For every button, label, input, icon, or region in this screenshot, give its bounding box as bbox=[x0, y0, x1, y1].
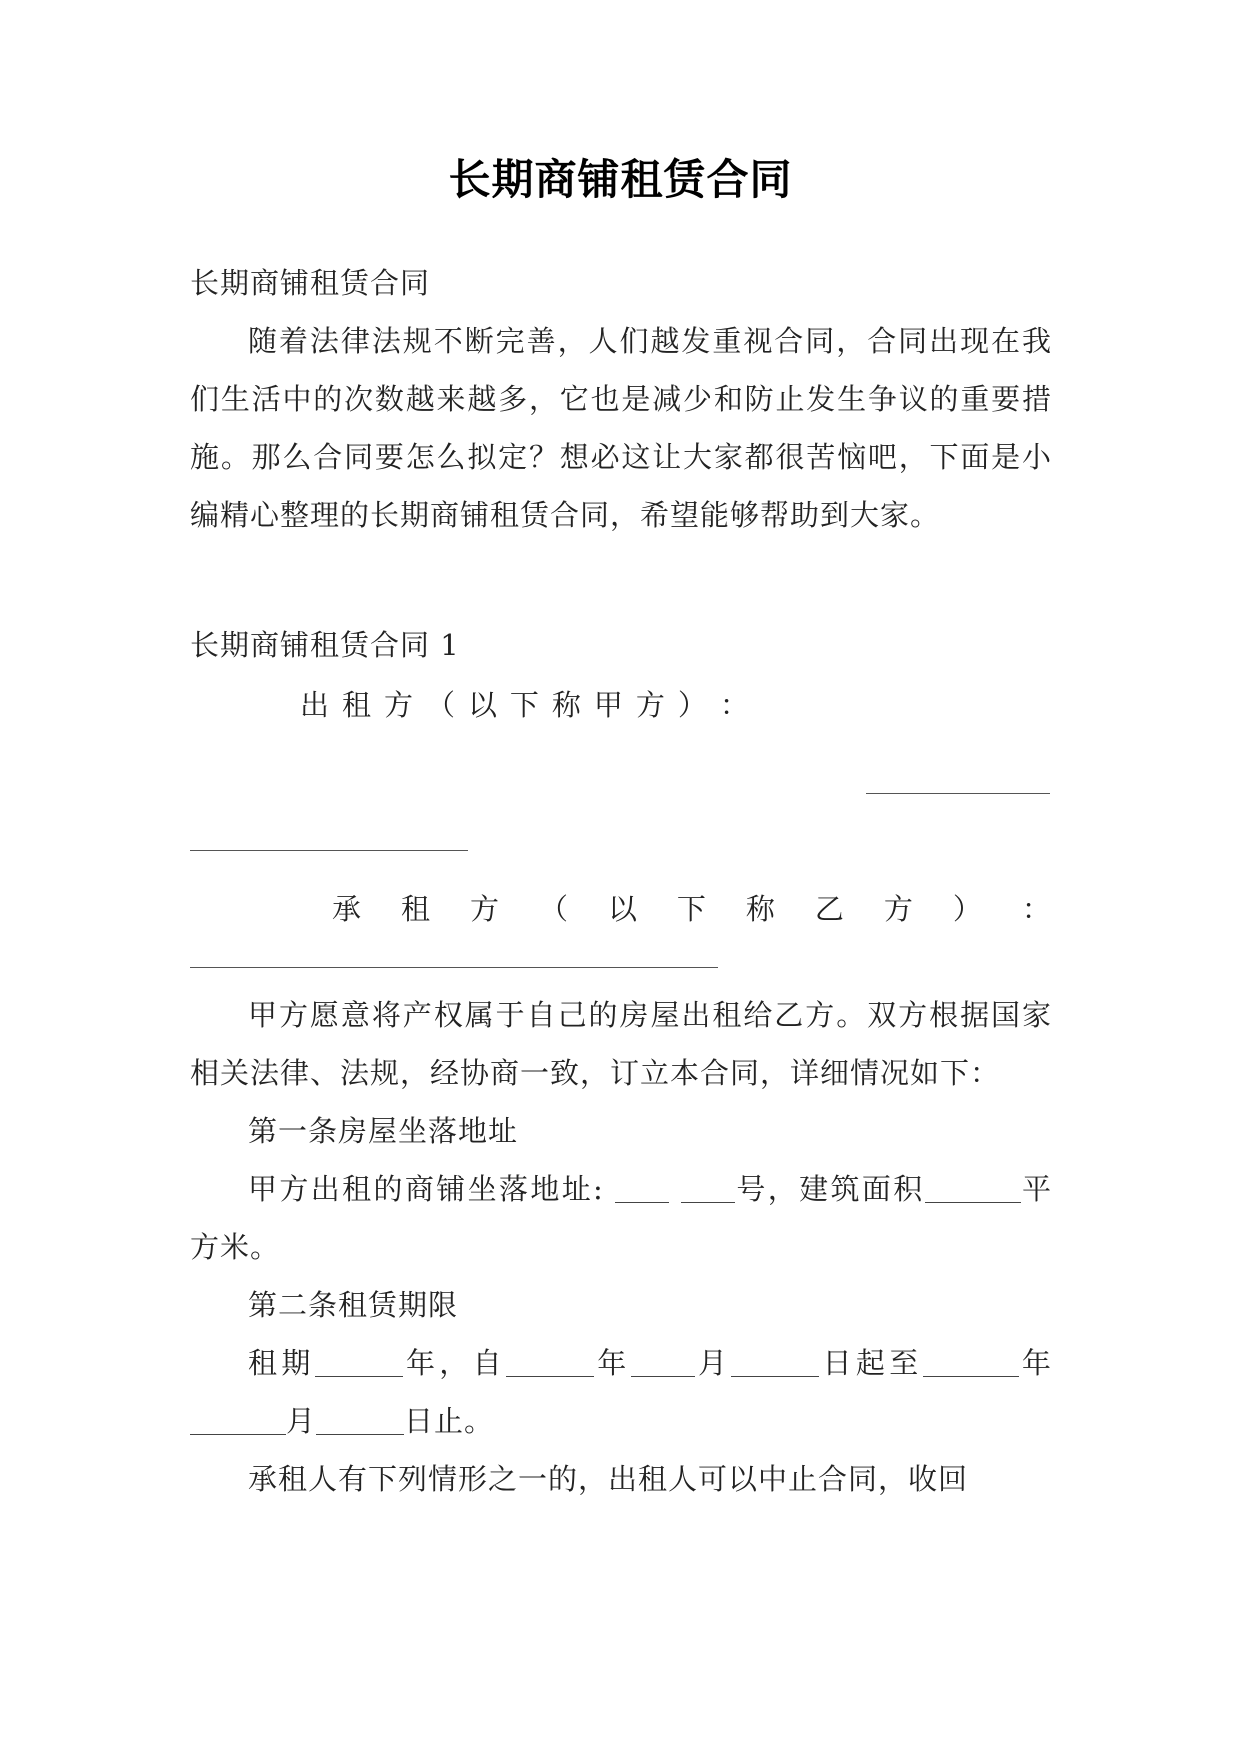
start-month-blank bbox=[631, 1347, 695, 1377]
section-heading: 长期商铺租赁合同 1 bbox=[190, 628, 460, 662]
years-blank bbox=[315, 1347, 403, 1377]
address-blank bbox=[615, 1173, 669, 1203]
article-1-title: 第一条房屋坐落地址 bbox=[248, 1114, 519, 1148]
term-part: 月 bbox=[286, 1404, 317, 1438]
lessor-char: 方 bbox=[635, 688, 666, 722]
start-day-blank bbox=[731, 1347, 819, 1377]
section-1 bbox=[190, 616, 1052, 674]
lessee-char: ： bbox=[1021, 892, 1052, 926]
intro-section bbox=[190, 254, 1052, 544]
area-blank bbox=[925, 1173, 1021, 1203]
lessor-char: 下 bbox=[509, 688, 540, 722]
start-year-blank bbox=[506, 1347, 594, 1377]
lessor-char: 出 bbox=[300, 688, 331, 722]
lessee-char: 以 bbox=[607, 892, 638, 926]
lessee-char: 承 bbox=[332, 892, 363, 926]
lessee-char: （ bbox=[538, 892, 569, 926]
lessor-char: 称 bbox=[551, 688, 582, 722]
lessee-char: 称 bbox=[745, 892, 776, 926]
termination-text: 承租人有下列情形之一的，出租人可以中止合同，收回 bbox=[248, 1462, 969, 1496]
lessee-char: 乙 bbox=[814, 892, 845, 926]
lessor-char: （ bbox=[425, 688, 456, 722]
lessor-blank-line-2 bbox=[190, 850, 468, 851]
article-1-text-a: 甲方出租的商铺坐落地址: bbox=[248, 1172, 604, 1206]
lessee-char: 方 bbox=[883, 892, 914, 926]
lessee-blank-line bbox=[190, 967, 718, 968]
article-1-text-b: 号，建筑面积 bbox=[735, 1172, 925, 1206]
lessor-char: ： bbox=[719, 688, 750, 722]
contract-body bbox=[190, 986, 1052, 1508]
end-day-blank bbox=[316, 1405, 404, 1435]
lessor-blank-line bbox=[866, 793, 1050, 794]
lessee-char: ） bbox=[952, 892, 983, 926]
document-subtitle: 长期商铺租赁合同 bbox=[190, 266, 431, 300]
intro-paragraph: 随着法律法规不断完善，人们越发重视合同，合同出现在我们生活中的次数越来越多，它也是减少和防止发生争议的重要措施。那么合同要怎么拟定？想必这让大家都很苦恼吧，下面是小编精心整理的长期商铺租赁合同，希望能够帮助到大家。 bbox=[190, 324, 1052, 532]
document-title: 长期商铺租赁合同 bbox=[448, 155, 793, 204]
lessee-char: 下 bbox=[676, 892, 707, 926]
article-2-title: 第二条租赁期限 bbox=[248, 1288, 459, 1322]
article-1-text-c: 平方米。 bbox=[190, 1172, 1052, 1264]
lessor-char: 租 bbox=[341, 688, 372, 722]
term-part: 日起至 bbox=[819, 1346, 923, 1380]
term-part: 年 bbox=[593, 1346, 631, 1380]
term-part: 月 bbox=[694, 1346, 732, 1380]
article-2-text bbox=[190, 1334, 1052, 1450]
term-part: 年 bbox=[1018, 1346, 1052, 1380]
number-blank bbox=[681, 1173, 735, 1203]
term-part: 年，自 bbox=[402, 1346, 506, 1380]
lessee-char: 租 bbox=[400, 892, 431, 926]
lessee-char: 方 bbox=[469, 892, 500, 926]
lessor-char: 方 bbox=[383, 688, 414, 722]
lessor-char: 以 bbox=[467, 688, 498, 722]
lessor-label bbox=[190, 676, 750, 734]
lessee-label bbox=[190, 880, 1052, 938]
clause-intro: 甲方愿意将产权属于自己的房屋出租给乙方。双方根据国家相关法律、法规，经协商一致，订立本合同，详细情况如下： bbox=[190, 998, 1052, 1090]
lessor-char: 甲 bbox=[593, 688, 624, 722]
term-part: 租期 bbox=[248, 1346, 315, 1380]
term-part: 日止。 bbox=[404, 1404, 495, 1438]
lessee-line bbox=[190, 880, 1052, 938]
lessor-char: ） bbox=[677, 688, 708, 722]
lessor-line bbox=[190, 676, 750, 734]
article-1-text bbox=[190, 1160, 1052, 1276]
end-year-blank bbox=[923, 1347, 1019, 1377]
end-month-blank bbox=[190, 1405, 286, 1435]
